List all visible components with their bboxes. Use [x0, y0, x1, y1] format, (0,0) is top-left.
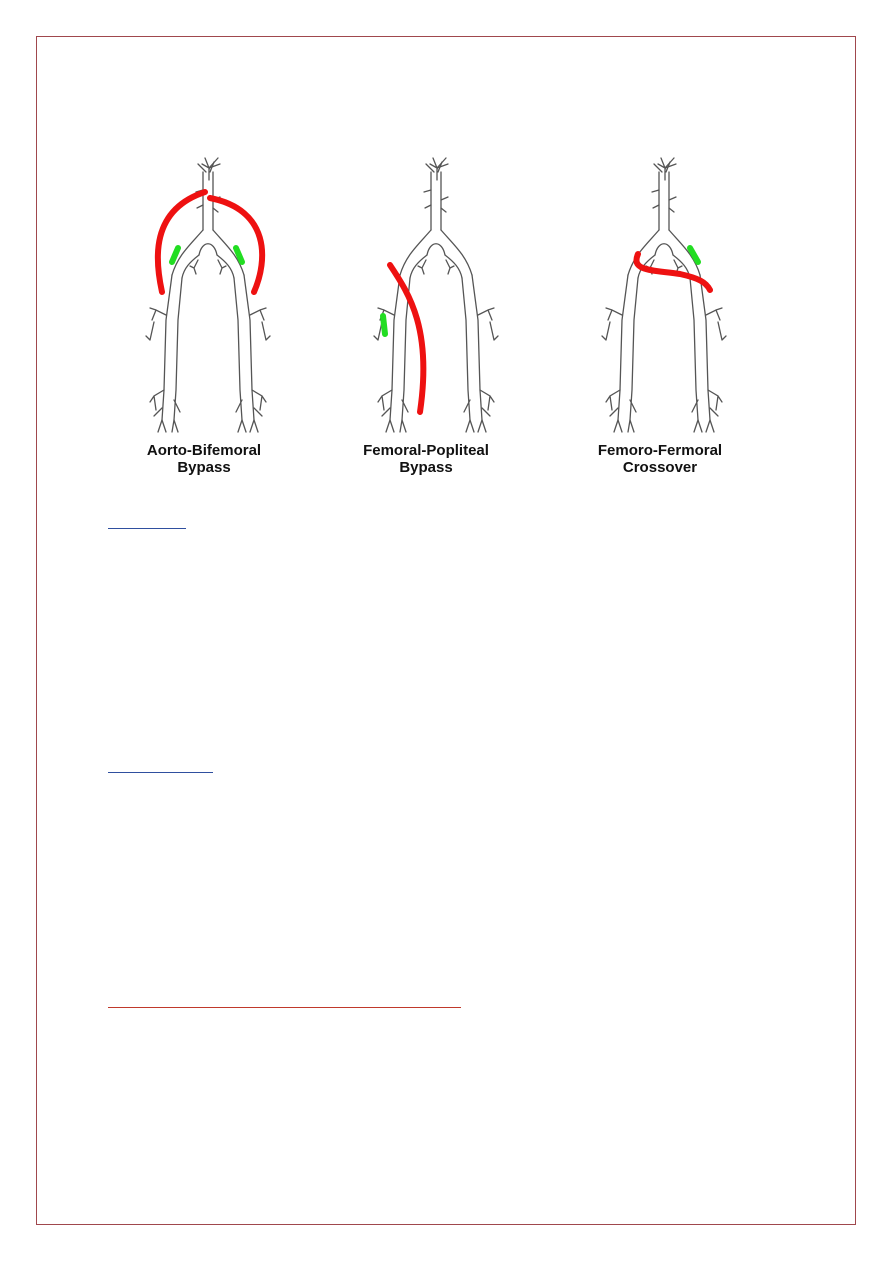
occlusion-left — [172, 248, 178, 262]
heading-underline-1 — [108, 528, 186, 529]
bypass-diagram — [110, 150, 770, 440]
panel-femoral-popliteal — [374, 158, 498, 432]
caption-line-2: Bypass — [177, 459, 231, 476]
panel-aorto-bifemoral — [146, 158, 270, 432]
bypass-diagram-figure — [110, 150, 770, 440]
caption-aorto-bifemoral — [104, 442, 304, 476]
heading-underline-2 — [108, 772, 213, 773]
caption-line-1: Aorto-Bifemoral — [146, 442, 262, 459]
caption-line-2: Bypass — [399, 459, 453, 476]
occlusion-iliac — [690, 248, 698, 262]
caption-line-1: Femoral-Popliteal — [363, 442, 489, 459]
caption-line-1: Femoro-Fermoral — [597, 442, 723, 459]
graft-fem-pop — [390, 265, 423, 412]
occlusion-femoral — [383, 316, 385, 334]
caption-femoro-femoral — [560, 442, 760, 476]
panel-femoro-femoral — [602, 158, 726, 432]
caption-line-2: Crossover — [622, 459, 698, 476]
caption-femoral-popliteal — [326, 442, 526, 476]
heading-underline-3 — [108, 1007, 461, 1008]
